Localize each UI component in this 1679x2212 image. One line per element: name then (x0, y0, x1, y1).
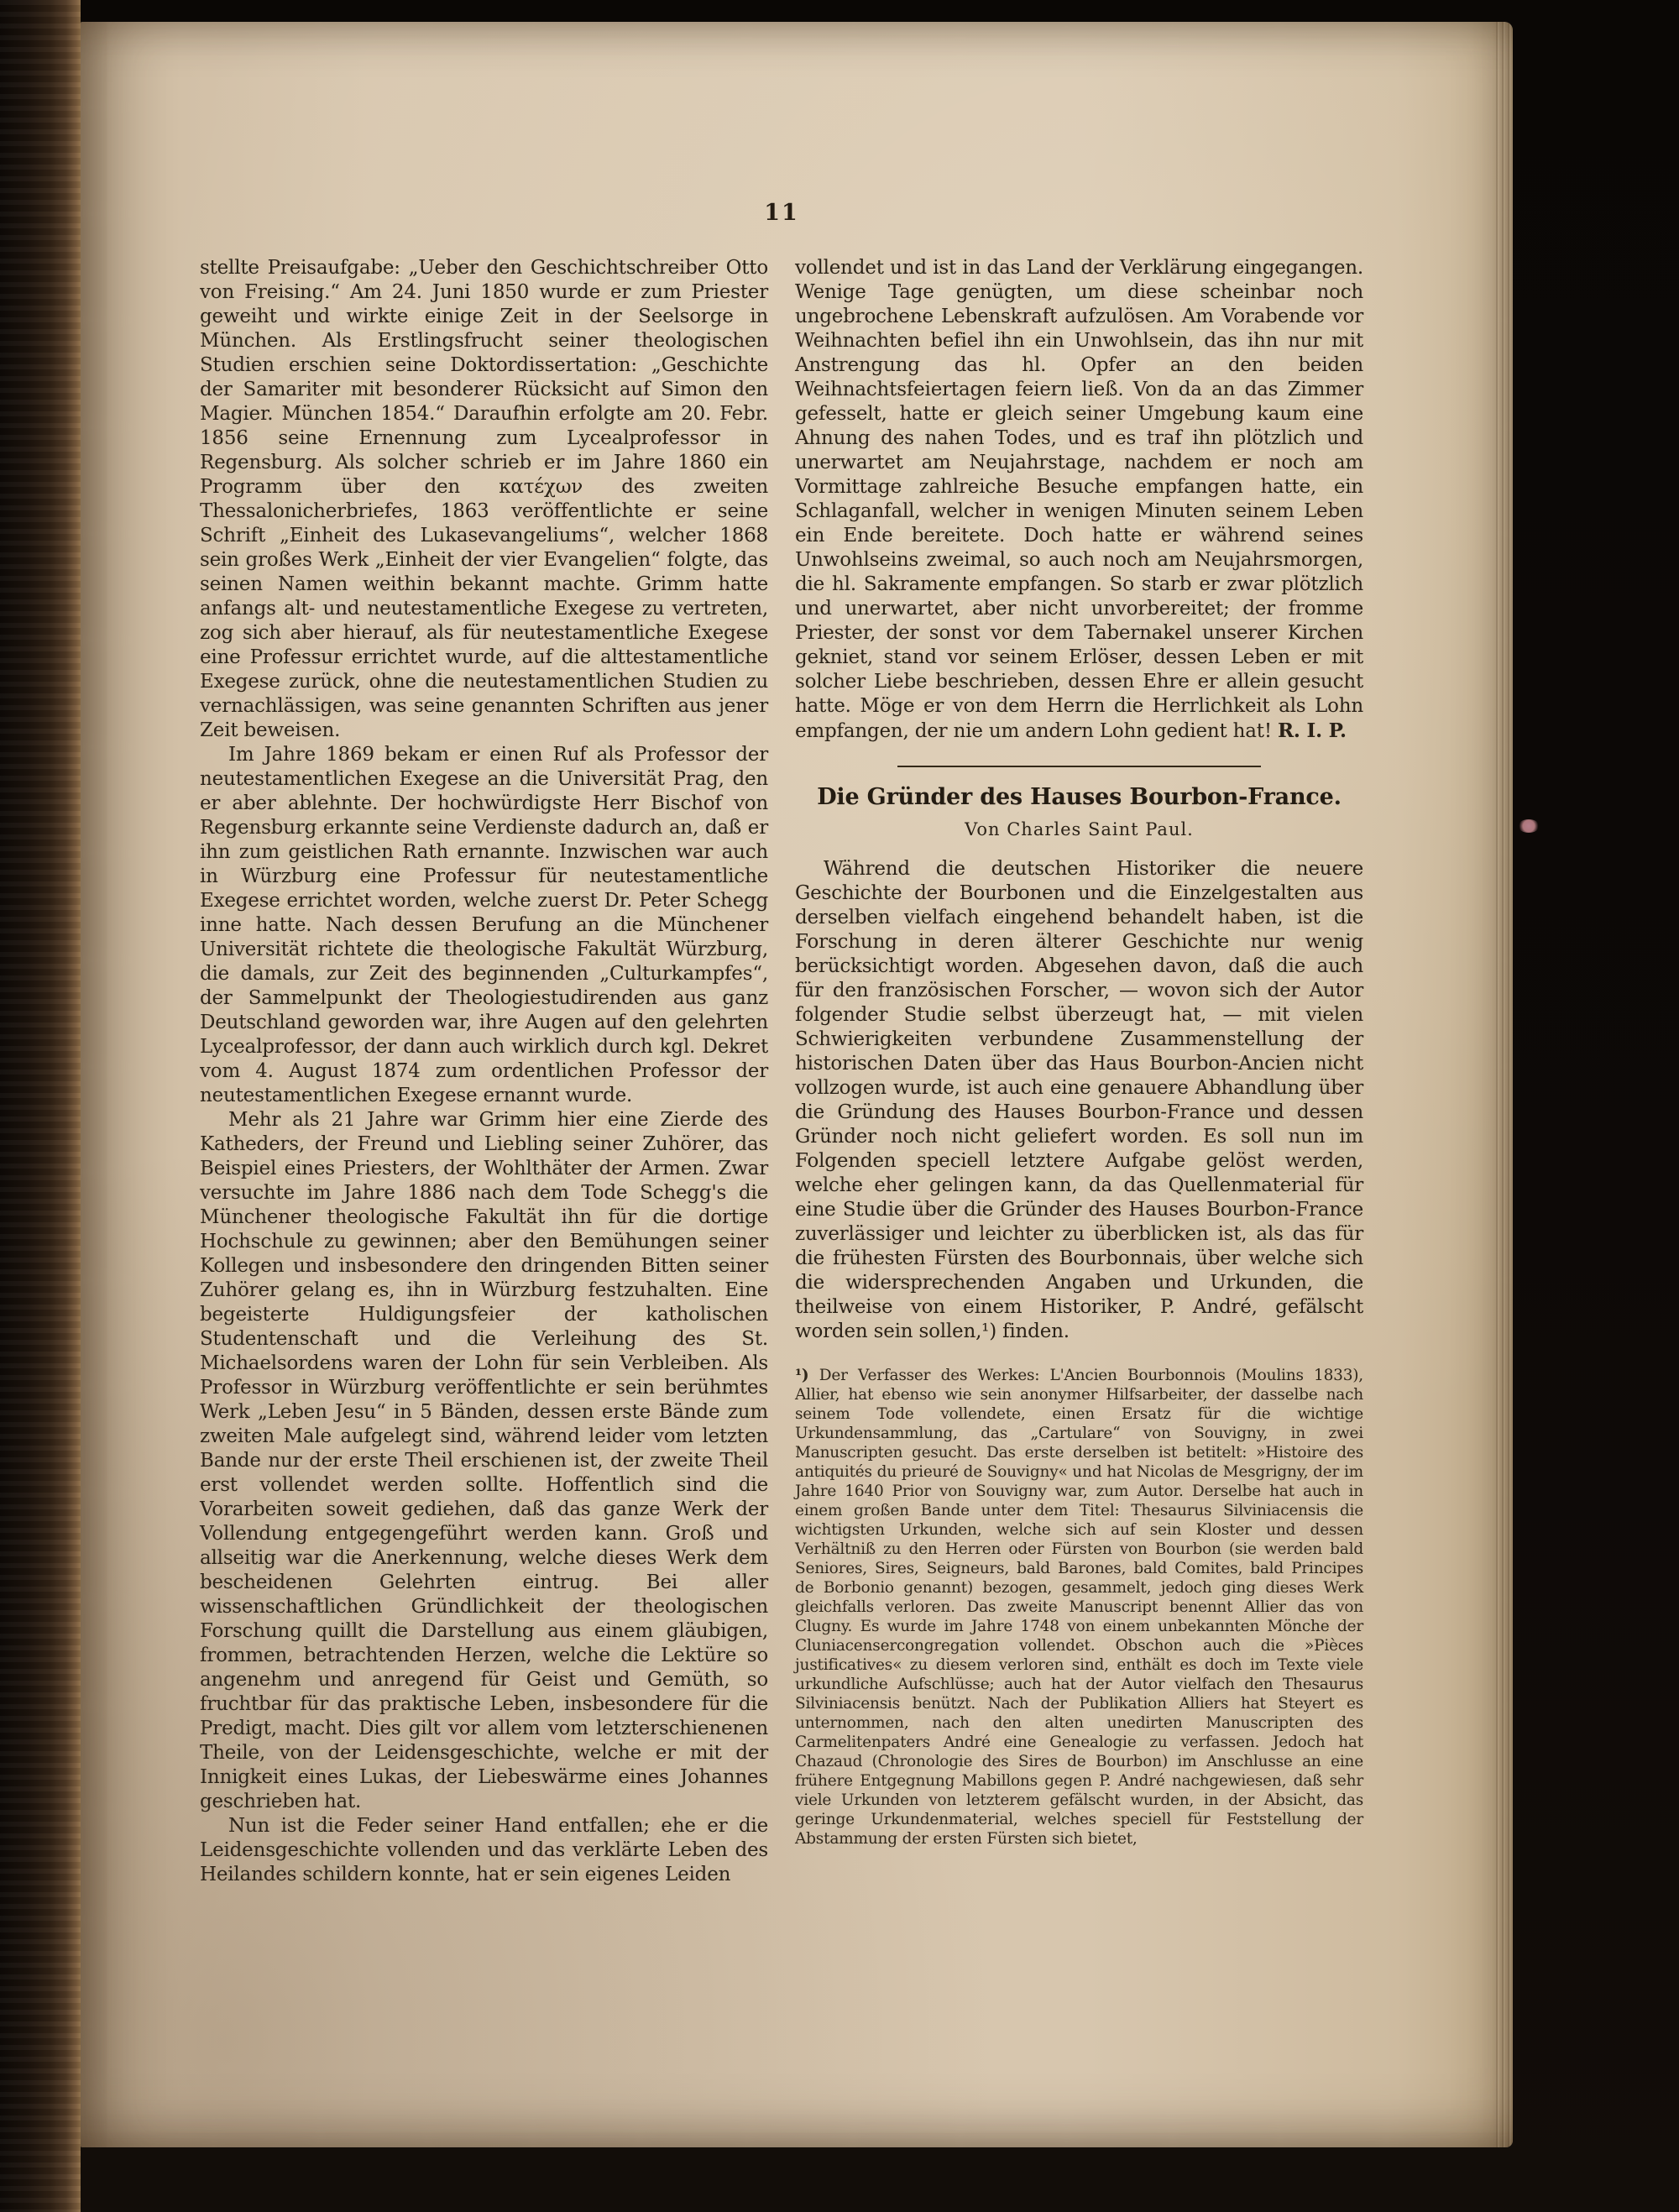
paragraph: Im Jahre 1869 bekam er einen Ruf als Professor der neutestamentlichen Exegese an die Universität Prag, den er aber ablehnte. Der hochwürdigste Herr Bischof von Regensburg erkannte seine Verdienste dadurch an, daß er ihn zum geistlichen Rath ernannte. Inzwischen war auch in Würzburg eine Professur für neutestamentliche Exegese errichtet worden, welche zuerst Dr. Peter Schegg inne hatte. Nach dessen Berufung an die Münchener Universität richtete die theologische Fakultät Würzburg, die damals, zur Zeit des beginnenden „Culturkampfes“, der Sammelpunkt der Theologiestudirenden aus ganz Deutschland geworden war, ihre Augen auf den gelehrten Lycealprofessor, der dann auch wirklich durch kgl. Dekret vom 4. August 1874 zum ordentlichen Professor der neutestamentlichen Exegese ernannt wurde. (200, 744, 768, 1106)
left-column (200, 256, 768, 1887)
paragraph: Nun ist die Feder seiner Hand entfallen; ehe er die Leidensgeschichte vollenden und das verklärte Leben des Heilandes schildern konnte, hat er sein eigenes Leiden (200, 1815, 768, 1885)
footnote-marker: ¹) (795, 1367, 809, 1384)
article-title: Die Gründer des Hauses Bourbon-France. (817, 784, 1342, 810)
paragraph: Während die deutschen Historiker die neuere Geschichte der Bourbonen und die Einzelgestalten aus derselben vielfach eingehend behandelt haben, ist die Forschung in deren älterer Geschichte nur wenig berücksichtigt worden. Abgesehen davon, daß die auch für den französischen Forscher, — wovon sich der Autor folgender Studie selbst überzeugt hat, — mit vielen Schwierigkeiten verbundene Zusammenstellung der historischen Daten über das Haus Bourbon-Ancien nicht vollzogen wurde, ist auch eine genauere Abhandlung über die Gründung des Hauses Bourbon-France und dessen Gründer noch nicht geliefert worden. Es soll nun im Folgenden speciell letztere Aufgabe gelöst werden, welche eher gelingen kann, da das Quellenmaterial für eine Studie über die Gründer des Hauses Bourbon-France zuverlässiger und leichter zu überblicken ist, als das für die frühesten Fürsten des Bourbonnais, über welche sich die widersprechenden Angaben und Urkunden, die theilweise von einem Historiker, P. André, gefälscht worden sein sollen,¹) finden. (795, 858, 1363, 1342)
page-number: 11 (764, 200, 799, 226)
paragraph: Mehr als 21 Jahre war Grimm hier eine Zierde des Katheders, der Freund und Liebling seiner Zuhörer, das Beispiel eines Priesters, der Wohlthäter der Armen. Zwar versuchte im Jahre 1886 nach dem Tode Schegg's die Münchener theologische Fakultät ihn für die dortige Hochschule zu gewinnen; aber den Bemühungen seiner Kollegen und insbesondere den dringenden Bitten seiner Zuhörer gelang es, ihn in Würzburg festzuhalten. Eine begeisterte Huldigungsfeier der katholischen Studentenschaft und die Verleihung des St. Michaelsordens waren der Lohn für sein Verbleiben. Als Professor in Würzburg veröffentlichte er sein berühmtes Werk „Leben Jesu“ in 5 Bänden, dessen erste Bände zum zweiten Male aufgelegt sind, während leider vom letzten Bande nur der erste Theil erschienen ist, der zweite Theil erst vollendet werden sollte. Hoffentlich sind die Vorarbeiten soweit gediehen, daß das ganze Werk der Vollendung entgegengeführt werden kann. Groß und allseitig war die Anerkennung, welche dieses Werk dem bescheidenen Gelehrten eintrug. Bei aller wissenschaftlichen Gründlichkeit der theologischen Forschung quillt die Darstellung aus einem gläubigen, frommen, betrachtenden Herzen, welche die Lektüre so angenehm und anregend für Geist und Gemüth, so fruchtbar für das praktische Leben, insbesondere für die Predigt, macht. Dies gilt vor allem vom letzterschienenen Theile, von der Leidensgeschichte, welche er mit der Innigkeit eines Lukas, der Liebeswärme eines Johannes geschrieben hat. (200, 1109, 768, 1812)
article-byline: Von Charles Saint Paul. (965, 819, 1194, 839)
paragraph: stellte Preisaufgabe: „Ueber den Geschichtschreiber Otto von Freising.“ Am 24. Juni 1850 wurde er zum Priester geweiht und wirkte einige Zeit in der Seelsorge in München. Als Erstlingsfrucht seiner theologischen Studien erschien seine Doktordissertation: „Geschichte der Samariter mit besonderer Rücksicht auf Simon den Magier. München 1854.“ Daraufhin erfolgte am 20. Febr. 1856 seine Ernennung zum Lycealprofessor in Regensburg. Als solcher schrieb er im Jahre 1860 ein Programm über den κατέχων des zweiten Thessalonicherbriefes, 1863 veröffentlichte er seine Schrift „Einheit des Lukasevangeliums“, welcher 1868 sein großes Werk „Einheit der vier Evangelien“ folgte, das seinen Namen weithin bekannt machte. Grimm hatte anfangs alt- und neutestamentliche Exegese zu vertreten, zog sich aber hierauf, als für neutestamentliche Exegese eine Professur errichtet wurde, auf die alttestamentliche Exegese zurück, ohne die neutestamentlichen Studien zu vernachlässigen, was seine genannten Schriften aus jener Zeit beweisen. (200, 257, 768, 741)
book-page (81, 22, 1513, 2147)
paragraph-article-end (795, 256, 1363, 744)
pink-smudge-stain (1518, 819, 1540, 833)
footnote-text: Der Verfasser des Werkes: L'Ancien Bourbonnois (Moulins 1833), Allier, hat ebenso wie sein anonymer Hilfsarbeiter, der dasselbe nach seinem Tode vollendete, einen Ersatz für die wichtige Urkundensammlung, das „Cartulare“ von Souvigny, in zwei Manuscripten gesucht. Das erste derselben ist betitelt: »Histoire des antiquités du prieuré de Souvigny« und hat Nicolas de Mesgrigny, der im Jahre 1640 Prior von Souvigny war, zum Autor. Derselbe hat auch in einem großen Bande unter dem Titel: Thesaurus Silviniacensis die wichtigsten Urkunden, welche sich auf sein Kloster und dessen Verhältniß zu den Herren oder Fürsten von Bourbon (sie werden bald Seniores, Sires, Seigneurs, bald Barones, bald Comites, bald Principes de Borbonio genannt) bezogen, gesammelt, jedoch ging dieses Werk gleichfalls verloren. Das zweite Manuscript benennt Allier das von Clugny. Es wurde im Jahre 1748 von einem unbekannten Mönche der Cluniacensercongregation vollendet. Obschon auch die »Pièces justificatives« zu diesem verloren sind, enthält es doch im Texte viele urkundliche Aufschlüsse; auch hat der Autor vielfach den Thesaurus Silviniacensis benützt. Nach der Publikation Alliers hat Steyert es unternommen, nach den alten unedirten Manuscripten des Carmelitenpaters André eine Genealogie zu verfassen. Jedoch hat Chazaud (Chronologie des Sires de Bourbon) im Anschlusse an eine frühere Entgegnung Mabillons gegen P. André nachgewiesen, daß sehr viele Urkunden von letzterem gefälscht wurden, in der Absicht, das geringe Urkundenmaterial, welches speciell für Feststellung der Abstammung der ersten Fürsten sich bietet, (795, 1367, 1363, 1848)
footnote (795, 1366, 1363, 1849)
article-end-text: vollendet und ist in das Land der Verklärung eingegangen. Wenige Tage genügten, um diese scheinbar noch ungebrochene Lebenskraft aufzulösen. Am Vorabende vor Weihnachten befiel ihn ein Unwohlsein, das ihn nur mit Anstrengung das hl. Opfer an den beiden Weihnachtsfeiertagen feiern ließ. Von da an das Zimmer gefesselt, hatte er gleich seiner Umgebung kaum eine Ahnung des nahen Todes, und es traf ihn plötzlich und unerwartet am Neujahrstage, nachdem er noch am Vormittage zahlreiche Besuche empfangen hatte, ein Schlaganfall, welcher in wenigen Minuten seinem Leben ein Ende bereitete. Doch hatte er während seines Unwohlseins zweimal, so auch noch am Neujahrsmorgen, die hl. Sakramente empfangen. So starb er zwar plötzlich und unerwartet, aber nicht unvorbereitet; der fromme Priester, der sonst vor dem Tabernakel unserer Kirchen gekniet, stand vor seinem Erlöser, dessen Leben er mit solcher Liebe beschrieben, dessen Ehre er allein gesucht hatte. Möge er von dem Herrn die Herrlichkeit als Lohn empfangen, der nie um andern Lohn gedient hat! (795, 257, 1363, 742)
section-divider (897, 766, 1261, 767)
page-fore-edge (1496, 22, 1513, 2147)
text-columns (200, 256, 1363, 1887)
right-column (795, 256, 1363, 1887)
book-spine (0, 0, 81, 2212)
rip-abbreviation: R. I. P. (1277, 719, 1347, 742)
